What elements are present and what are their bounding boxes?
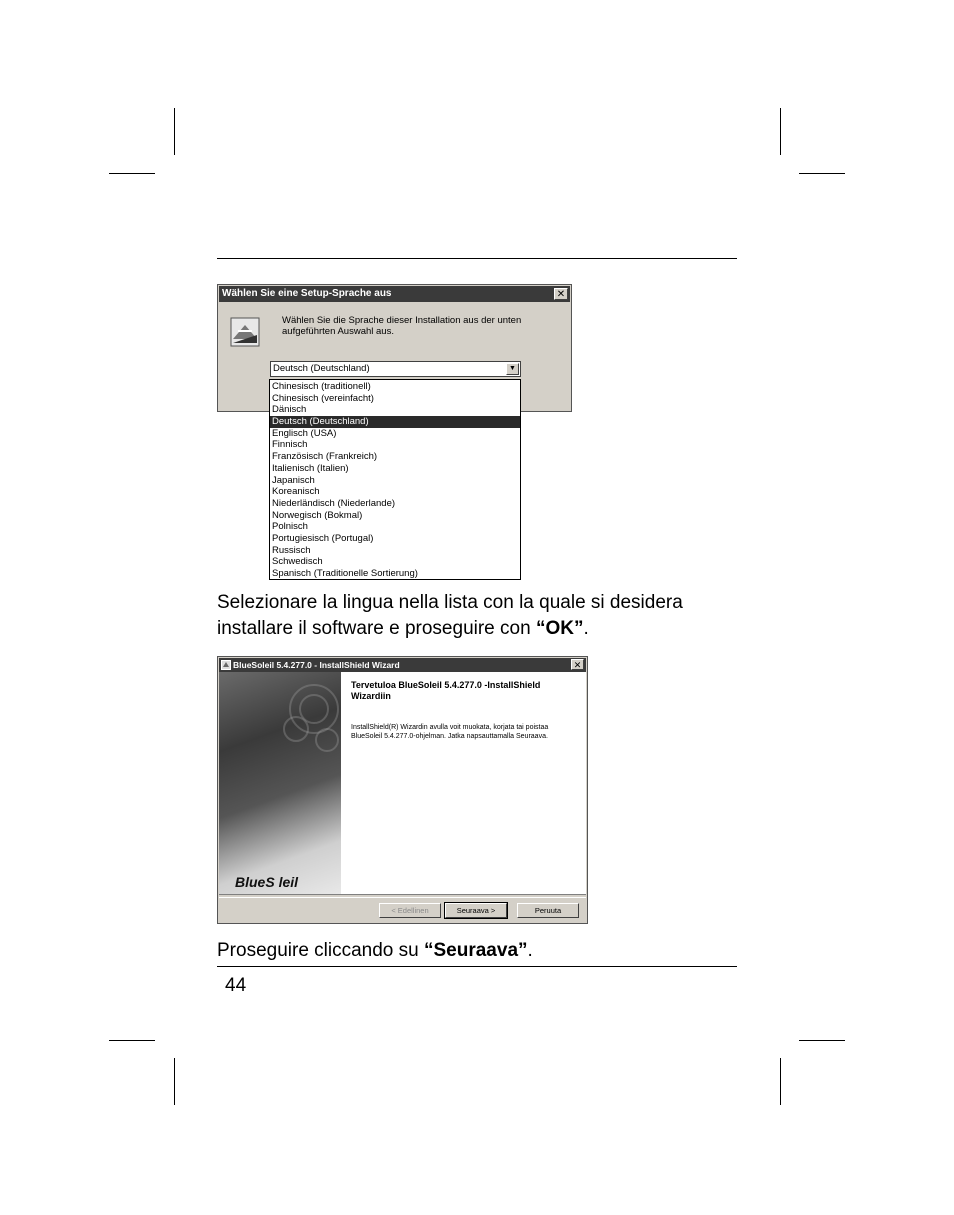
language-option[interactable]: Russisch <box>272 544 311 556</box>
language-option[interactable]: Deutsch (Deutschland) <box>270 416 520 428</box>
wizard-separator <box>219 894 586 898</box>
crop-mark <box>174 1058 175 1105</box>
wizard-side-banner <box>219 672 341 894</box>
language-option[interactable]: Koreanisch <box>272 486 320 498</box>
installer-icon <box>230 317 260 347</box>
language-option[interactable]: Finnisch <box>272 439 308 451</box>
language-option[interactable]: Dänisch <box>272 404 307 416</box>
wizard-title: BlueSoleil 5.4.277.0 - InstallShield Wizard <box>233 660 400 670</box>
crop-mark <box>780 108 781 155</box>
language-option[interactable]: Polnisch <box>272 521 308 533</box>
language-dialog-message: Wählen Sie die Sprache dieser Installation aus der unten aufgeführten Auswahl aus. <box>282 315 522 337</box>
language-option[interactable]: Chinesisch (traditionell) <box>272 381 371 392</box>
language-option[interactable]: Portugiesisch (Portugal) <box>272 532 374 544</box>
language-option[interactable]: Schwedisch <box>272 556 323 568</box>
language-option[interactable]: Niederländisch (Niederlande) <box>272 497 396 509</box>
decorative-circle <box>283 716 309 742</box>
crop-mark <box>109 1040 155 1041</box>
header-rule <box>217 258 737 259</box>
bluesoleil-logo: BlueS leil <box>235 874 299 890</box>
language-select[interactable] <box>270 361 521 377</box>
crop-mark <box>780 1058 781 1105</box>
language-option[interactable]: Chinesisch (vereinfacht) <box>272 392 374 404</box>
back-button[interactable]: < Edellinen <box>379 903 441 918</box>
installshield-wizard <box>217 656 588 924</box>
crop-mark <box>109 173 155 174</box>
wizard-body: InstallShield(R) Wizardin avulla voit muokata, korjata tai poistaa BlueSoleil 5.4.277.0-ohjelman. Jatka napsauttamalla Seuraava. <box>351 724 549 740</box>
crop-mark <box>799 1040 845 1041</box>
language-dialog-titlebar <box>219 286 570 302</box>
chevron-down-icon[interactable]: ▼ <box>506 363 519 375</box>
crop-mark <box>799 173 845 174</box>
instruction-select-language: Selezionare la lingua nella lista con la quale si desidera installare il software e proseguire con “OK”. <box>217 592 683 639</box>
instruction-click-next: Proseguire cliccando su “Seuraava”. <box>217 940 533 961</box>
wizard-titlebar <box>219 658 586 672</box>
language-dropdown-list[interactable] <box>269 379 521 580</box>
language-select-value: Deutsch (Deutschland) <box>273 363 370 374</box>
page-number: 44 <box>225 975 247 996</box>
footer-rule <box>217 966 737 967</box>
close-icon[interactable]: ✕ <box>571 659 584 670</box>
language-option[interactable]: Spanisch (Traditionelle Sortierung) <box>272 568 418 579</box>
wizard-content <box>341 672 586 894</box>
installer-icon <box>221 660 231 670</box>
wizard-heading: Tervetuloa BlueSoleil 5.4.277.0 -InstallShield Wizardiin <box>351 680 541 701</box>
language-option[interactable]: Japanisch <box>272 474 315 486</box>
close-icon[interactable]: ✕ <box>554 288 568 300</box>
cancel-button[interactable]: Peruuta <box>517 903 579 918</box>
crop-mark <box>174 108 175 155</box>
next-button[interactable]: Seuraava > <box>445 903 507 918</box>
language-option[interactable]: Norwegisch (Bokmal) <box>272 509 363 521</box>
language-option[interactable]: Französisch (Frankreich) <box>272 451 378 463</box>
language-option[interactable]: Italienisch (Italien) <box>272 462 349 474</box>
decorative-circle <box>315 728 339 752</box>
language-dialog-title: Wählen Sie eine Setup-Sprache aus <box>222 288 392 299</box>
language-option[interactable]: Englisch (USA) <box>272 427 337 439</box>
